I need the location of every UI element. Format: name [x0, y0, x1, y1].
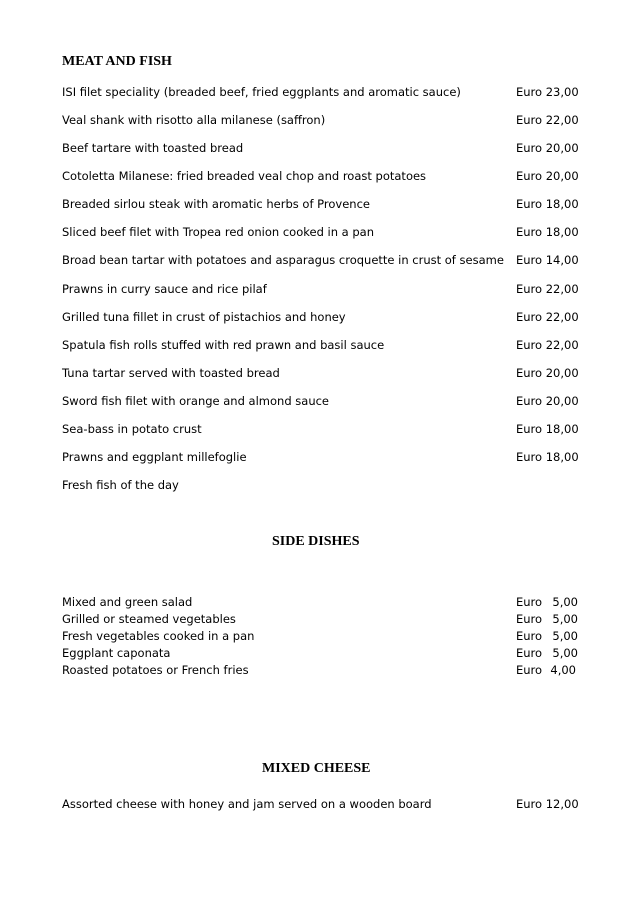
menu-item — [62, 449, 578, 465]
menu-item — [62, 337, 578, 353]
item-name: Grilled tuna fillet in crust of pistachios and honey — [62, 310, 346, 324]
meat-fish-heading: MEAT AND FISH — [62, 54, 172, 69]
item-name: Prawns in curry sauce and rice pilaf — [62, 282, 267, 296]
item-name: Beef tartare with toasted bread — [62, 141, 244, 155]
item-name: Eggplant caponata — [62, 646, 171, 660]
item-name: Assorted cheese with honey and jam served on a wooden board — [62, 797, 432, 811]
menu-item — [62, 112, 578, 128]
menu-item — [62, 168, 578, 184]
menu-item — [62, 196, 578, 212]
side-dishes-heading: SIDE DISHES — [272, 534, 360, 549]
item-price: Euro 18,00 — [516, 450, 579, 464]
price-currency: Euro — [516, 663, 543, 677]
mixed-cheese-heading: MIXED CHEESE — [262, 761, 371, 776]
item-name: Sea-bass in potato crust — [62, 422, 202, 436]
price-currency: Euro — [516, 595, 543, 609]
item-price: Euro 12,00 — [516, 797, 579, 811]
item-name: Cotoletta Milanese: fried breaded veal chop and roast potatoes — [62, 169, 427, 183]
price-amount: 5,00 — [552, 629, 578, 643]
menu-item — [62, 594, 578, 610]
item-price: Euro 23,00 — [516, 85, 579, 99]
item-name: Sword fish filet with orange and almond sauce — [62, 394, 330, 408]
price-amount: 5,00 — [552, 612, 578, 626]
item-name: Prawns and eggplant millefoglie — [62, 450, 247, 464]
item-name: ISI filet speciality (breaded beef, fried eggplants and aromatic sauce) — [62, 85, 461, 99]
item-price: Euro 18,00 — [516, 197, 579, 211]
item-name: Sliced beef filet with Tropea red onion cooked in a pan — [62, 225, 375, 239]
menu-item — [62, 281, 578, 297]
item-price: Euro 22,00 — [516, 282, 579, 296]
item-name: Breaded sirlou steak with aromatic herbs of Provence — [62, 197, 370, 211]
price-amount: 5,00 — [552, 646, 578, 660]
menu-item — [62, 645, 578, 661]
item-price: Euro 20,00 — [516, 366, 579, 380]
menu-item — [62, 421, 578, 437]
item-name: Fresh vegetables cooked in a pan — [62, 629, 255, 643]
menu-item — [62, 140, 578, 156]
item-price: Euro 18,00 — [516, 422, 579, 436]
menu-item — [62, 796, 578, 812]
item-name: Veal shank with risotto alla milanese (saffron) — [62, 113, 326, 127]
menu-item — [62, 628, 578, 644]
item-name: Roasted potatoes or French fries — [62, 663, 249, 677]
item-price: Euro 18,00 — [516, 225, 579, 239]
price-currency: Euro — [516, 629, 543, 643]
menu-item — [62, 477, 578, 493]
price-currency: Euro — [516, 646, 543, 660]
item-name: Fresh fish of the day — [62, 478, 179, 492]
item-price: Euro 20,00 — [516, 394, 579, 408]
menu-item — [62, 309, 578, 325]
price-currency: Euro — [516, 612, 543, 626]
item-name: Grilled or steamed vegetables — [62, 612, 236, 626]
item-price: Euro 20,00 — [516, 141, 579, 155]
item-price: Euro 22,00 — [516, 113, 579, 127]
menu-item — [62, 611, 578, 627]
item-name: Spatula fish rolls stuffed with red prawn and basil sauce — [62, 338, 385, 352]
item-price: Euro 22,00 — [516, 310, 579, 324]
price-amount: 5,00 — [552, 595, 578, 609]
menu-item — [62, 365, 578, 381]
item-price: Euro 20,00 — [516, 169, 579, 183]
menu-item — [62, 662, 578, 678]
item-price: Euro 14,00 — [516, 253, 579, 267]
menu-item — [62, 224, 578, 240]
item-name: Mixed and green salad — [62, 595, 193, 609]
price-amount: 4,00 — [550, 663, 576, 677]
menu-item — [62, 393, 578, 409]
item-name: Tuna tartar served with toasted bread — [62, 366, 280, 380]
menu-item — [62, 252, 578, 268]
item-name: Broad bean tartar with potatoes and asparagus croquette in crust of sesame — [62, 253, 504, 267]
item-price: Euro 22,00 — [516, 338, 579, 352]
menu-item — [62, 84, 578, 100]
